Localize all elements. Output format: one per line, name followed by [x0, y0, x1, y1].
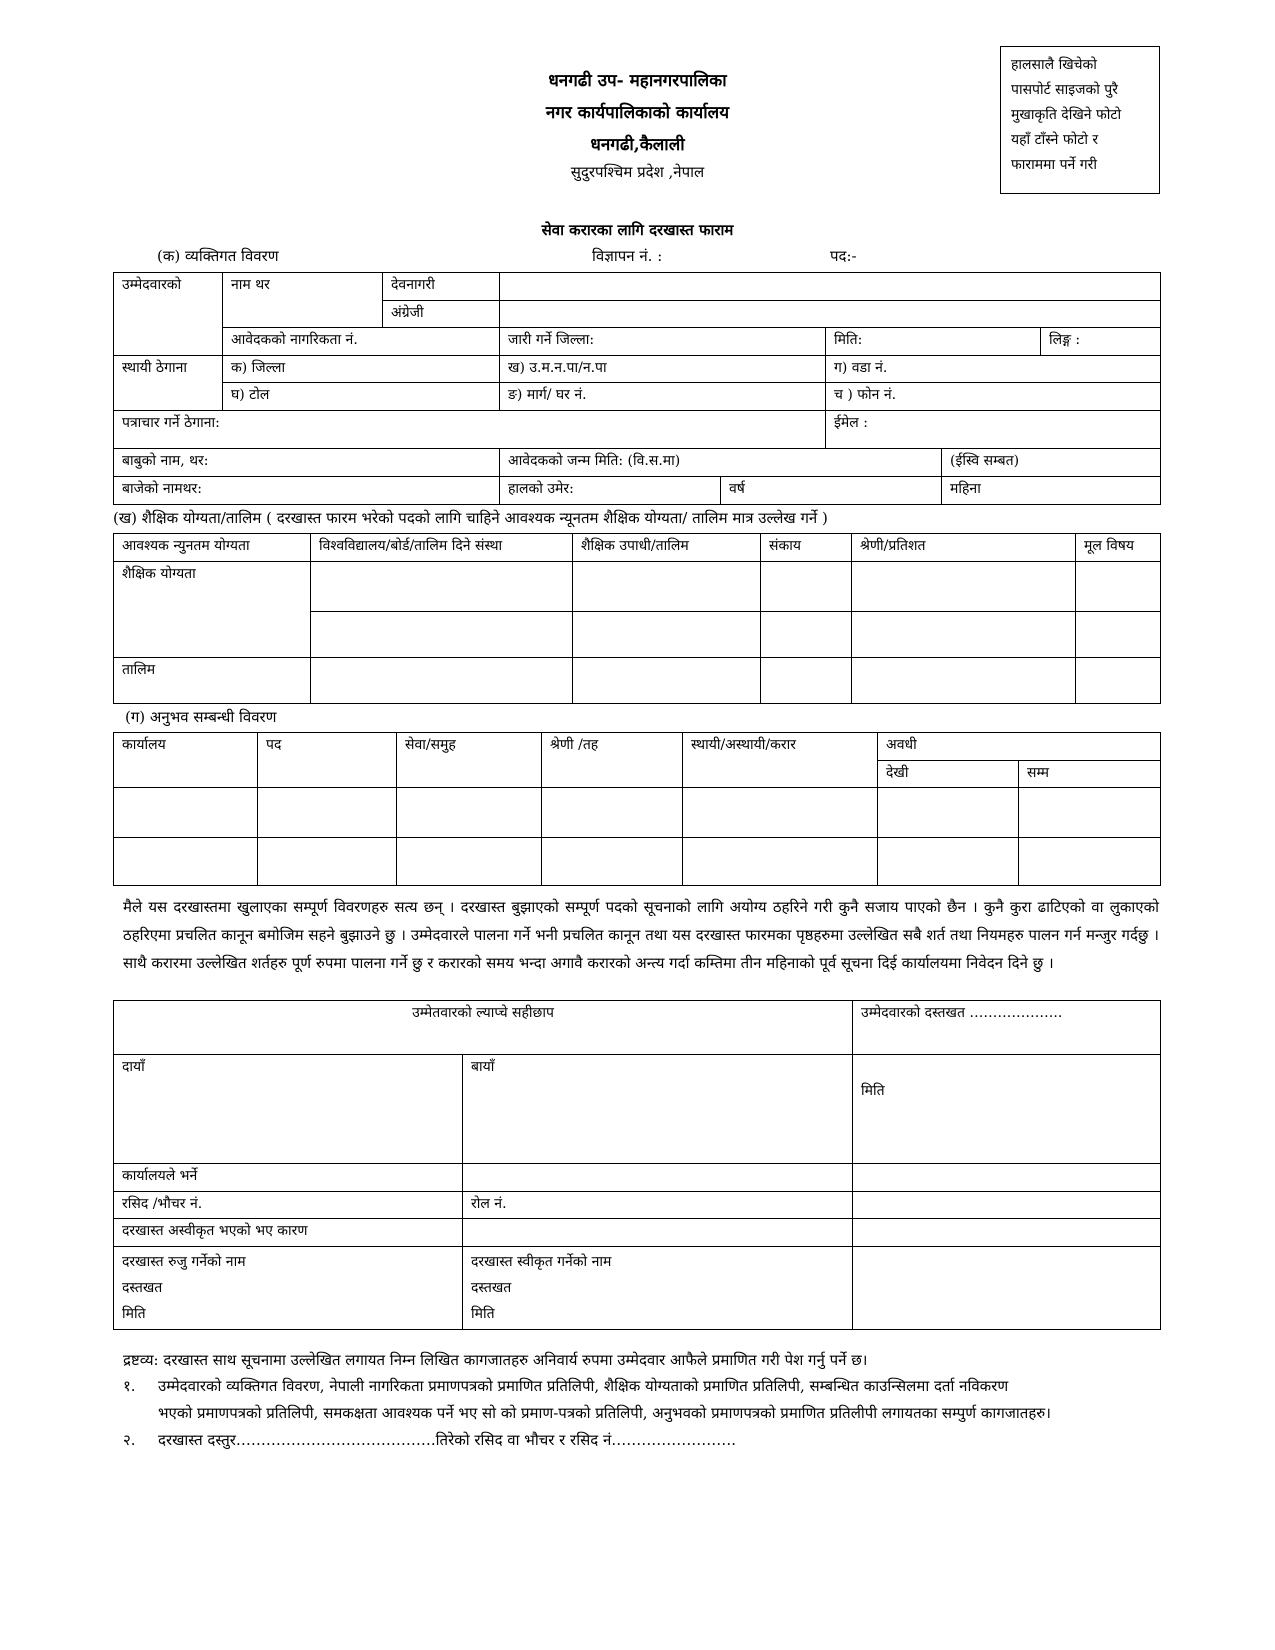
table-cell[interactable] — [542, 838, 683, 886]
table-cell[interactable] — [761, 562, 852, 612]
col-to: सम्म — [1019, 761, 1161, 788]
table-cell[interactable] — [114, 788, 258, 838]
photo-instruction-line: फाराममा पर्ने गरी — [1011, 157, 1097, 173]
post-label: पद:- — [830, 247, 857, 265]
table-cell[interactable] — [878, 788, 1019, 838]
note-2-text: दरखास्त दस्तुर………………………………….तिरेको रसिद वा भौचर र रसिद नं……………………. — [158, 1431, 737, 1449]
table-cell[interactable] — [852, 612, 1076, 658]
verifier-date-label: मिति — [122, 1306, 146, 1322]
col-employment-type: स्थायी/अस्थायी/करार — [683, 733, 878, 788]
declaration-text: मैले यस दरखास्तमा खुलाएका सम्पूर्ण विवरणहरु सत्य छन् । दरखास्त बुझाएको सम्पूर्ण पदको सूचनाको लागि अयोग्य ठहरिने गरी कुनै सजाय पाएको छैन । कुनै कुरा ढाटिएको वा लुकाएको ठहरिएमा प्रचलित कानून बमोजिम सहने बुझाउने छु । उम्मेदवारले पालना गर्ने भनी प्रचलित कानून तथा यस दरखास्त फारमका पृष्ठहरुमा उल्लेखित सबै शर्त तथा नियमहरु पालन गर्न मन्जुर गर्दछु । साथै करारमा उल्लेखित शर्तहरु पूर्ण रुपमा पालना गर्ने छु र करारको समय भन्दा अगावै करारको अन्त्य गर्दा कम्तिमा तीन महिनाको पूर्व सूचना दिई कार्यालयमा निवेदन दिने छु । — [123, 898, 1159, 972]
office-subtitle: नगर कार्यपालिकाको कार्यालय — [545, 103, 730, 123]
table-cell[interactable] — [1076, 562, 1161, 612]
dob-ad-label[interactable]: (ईस्वि सम्बत) — [942, 449, 1161, 477]
signature-table — [113, 1000, 1161, 1330]
note-1-line-2: भएको प्रमाणपत्रको प्रतिलिपी, समकक्षता आवश्यक पर्ने भए सो को प्रमाण-पत्रको प्रतिलिपी, अनुभवको प्रमाणपत्रको प्रमाणित प्रतिलीपी लगायतका सम्पुर्ण कागजातहरु। — [158, 1404, 1051, 1422]
photo-instruction-line: यहाँ टाँस्ने फोटो र — [1011, 132, 1099, 148]
table-cell[interactable] — [114, 838, 258, 886]
approver-block[interactable] — [463, 1247, 853, 1330]
table-cell — [853, 1164, 1161, 1192]
personal-details-table — [113, 272, 1161, 505]
col-major-subject: मूल विषय — [1076, 534, 1161, 562]
gender-label[interactable]: लिङ्ग : — [1041, 328, 1161, 356]
table-cell[interactable] — [397, 838, 542, 886]
grandfather-name-label[interactable]: बाजेको नामथर: — [114, 477, 500, 505]
ad-number-label: विज्ञापन नं. : — [592, 247, 663, 265]
dob-label[interactable]: आवेदकको जन्म मिति: (वि.स.मा) — [500, 449, 942, 477]
table-cell[interactable] — [258, 838, 397, 886]
rejection-reason-label[interactable]: दरखास्त अस्वीकृत भएको भए कारण — [114, 1219, 463, 1247]
col-institution: विश्वविद्यालय/बोर्ड/तालिम दिने संस्था — [311, 534, 573, 562]
table-cell[interactable] — [853, 1247, 1161, 1330]
verifier-sign-label: दस्तखत — [122, 1280, 163, 1296]
section-ga-heading: (ग) अनुभव सम्बन्धी विवरण — [125, 708, 277, 726]
approver-sign-label: दस्तखत — [471, 1280, 512, 1296]
col-degree: शैक्षिक उपाधी/तालिम — [573, 534, 761, 562]
mailing-address-label[interactable]: पत्राचार गर्ने ठेगाना: — [114, 411, 826, 449]
email-label[interactable]: ईमेल : — [826, 411, 1161, 449]
note-1-number: १. — [123, 1377, 136, 1395]
photo-instruction-line: मुखाकृति देखिने फोटो — [1011, 107, 1122, 123]
father-name-label[interactable]: बाबुको नाम, थर: — [114, 449, 500, 477]
col-from: देखी — [878, 761, 1019, 788]
phone-label[interactable]: च ) फोन नं. — [826, 383, 1161, 411]
age-years-label[interactable]: वर्ष — [721, 477, 942, 505]
approver-date-label: मिति — [471, 1306, 495, 1322]
table-cell[interactable] — [258, 788, 397, 838]
table-cell[interactable] — [397, 788, 542, 838]
receipt-label[interactable]: रसिद /भौचर नं. — [114, 1192, 463, 1219]
col-faculty: संकाय — [761, 534, 852, 562]
table-cell[interactable] — [1019, 838, 1161, 886]
ward-label[interactable]: ग) वडा नं. — [826, 356, 1161, 383]
province: सुदुरपश्चिम प्रदेश ,नेपाल — [570, 163, 705, 181]
verifier-block[interactable] — [114, 1247, 463, 1330]
thumbprint-label: उम्मेतवारको ल्याप्चे सहीछाप — [114, 1001, 853, 1055]
note-2-number: २. — [123, 1431, 136, 1449]
photo-instruction-line: हालसालै खिचेको — [1011, 57, 1097, 73]
table-cell[interactable] — [852, 658, 1076, 704]
left-thumb-label[interactable]: बायाँ — [463, 1055, 853, 1164]
col-division: श्रेणी/प्रतिशत — [852, 534, 1076, 562]
training-row-label: तालिम — [114, 658, 311, 704]
table-cell[interactable] — [311, 612, 573, 658]
age-label[interactable]: हालको उमेर: — [500, 477, 721, 505]
issue-date-label[interactable]: मिति: — [826, 328, 1041, 356]
note-1-line-1: उम्मेदवारको व्यक्तिगत विवरण, नेपाली नागरिकता प्रमाणपत्रको प्रमाणित प्रतिलिपी, शैक्षिक योग्यताको प्रमाणित प्रतिलिपी, सम्बन्धित काउन्सिलमा दर्ता नविकरण — [158, 1377, 1009, 1395]
table-cell[interactable] — [878, 838, 1019, 886]
signature-date-label[interactable]: मिति — [853, 1055, 1161, 1164]
english-name-field[interactable] — [500, 301, 1161, 328]
roll-number-label[interactable]: रोल नं. — [463, 1192, 853, 1219]
experience-table — [113, 732, 1161, 886]
col-service-group: सेवा/समुह — [397, 733, 542, 788]
right-thumb-label[interactable]: दायाँ — [114, 1055, 463, 1164]
street-label[interactable]: ङ) मार्ग/ घर नं. — [500, 383, 826, 411]
table-cell[interactable] — [463, 1219, 853, 1247]
col-required-qualification: आवश्यक न्युनतम योग्यता — [114, 534, 311, 562]
photo-box — [1000, 46, 1160, 194]
candidate-signature-label[interactable]: उम्मेदवारको दस्तखत ……………….. — [853, 1001, 1161, 1055]
issued-district-label[interactable]: जारी गर्ने जिल्ला: — [500, 328, 826, 356]
office-location: धनगढी,कैलाली — [590, 135, 685, 155]
notes-intro: द्रष्टव्य: दरखास्त साथ सूचनामा उल्लेखित लगायत निम्न लिखित कागजातहरु अनिवार्य रुपमा उम्मेदवार आफैले प्रमाणित गरी पेश गर्नु पर्ने छ। — [123, 1351, 868, 1369]
section-kha-heading: (ख) शैक्षिक योग्यता/तालिम ( दरखास्त फारम भरेको पदको लागि चाहिने आवश्यक न्यूनतम शैक्षिक योग्यता/ तालिम मात्र उल्लेख गर्ने ) — [113, 509, 828, 527]
permanent-address-label: स्थायी ठेगाना — [114, 356, 223, 411]
table-cell[interactable] — [573, 612, 761, 658]
office-use-label: कार्यालयले भर्ने — [114, 1164, 463, 1192]
table-cell[interactable] — [542, 788, 683, 838]
education-table — [113, 533, 1161, 704]
approver-name-label: दरखास्त स्वीकृत गर्नेको नाम — [471, 1254, 612, 1270]
col-office: कार्यालय — [114, 733, 258, 788]
col-duration: अवधी — [878, 733, 1161, 761]
form-title: सेवा करारका लागि दरखास्त फाराम — [541, 221, 734, 239]
table-cell[interactable] — [683, 838, 878, 886]
table-cell[interactable] — [311, 562, 573, 612]
name-label: नाम थर — [223, 273, 383, 328]
table-cell[interactable] — [853, 1219, 1161, 1247]
col-level: श्रेणी /तह — [542, 733, 683, 788]
citizenship-label[interactable]: आवेदकको नागरिकता नं. — [223, 328, 500, 356]
table-cell[interactable] — [852, 562, 1076, 612]
devanagari-name-field[interactable] — [500, 273, 1161, 301]
district-label[interactable]: क) जिल्ला — [223, 356, 500, 383]
english-label: अंग्रेजी — [383, 301, 500, 328]
table-cell[interactable] — [311, 658, 573, 704]
table-cell[interactable] — [683, 788, 878, 838]
devanagari-label: देवनागरी — [383, 273, 500, 301]
tole-label[interactable]: घ) टोल — [223, 383, 500, 411]
table-cell[interactable] — [573, 562, 761, 612]
col-post: पद — [258, 733, 397, 788]
age-months-label[interactable]: महिना — [942, 477, 1161, 505]
photo-instruction-line: पासपोर्ट साइजको पुरै — [1011, 82, 1118, 98]
table-cell[interactable] — [761, 658, 852, 704]
table-cell[interactable] — [573, 658, 761, 704]
verifier-name-label: दरखास्त रुजु गर्नेको नाम — [122, 1254, 246, 1270]
table-cell — [463, 1164, 853, 1192]
candidate-label: उम्मेदवारको — [114, 273, 223, 356]
table-cell[interactable] — [853, 1192, 1161, 1219]
education-row-label: शैक्षिक योग्यता — [114, 562, 311, 658]
municipality-label[interactable]: ख) उ.म.न.पा/न.पा — [500, 356, 826, 383]
table-cell[interactable] — [1076, 612, 1161, 658]
section-ka-heading: (क) व्यक्तिगत विवरण — [157, 247, 279, 265]
office-name: धनगढी उप- महानगरपालिका — [548, 71, 727, 91]
table-cell[interactable] — [761, 612, 852, 658]
table-cell[interactable] — [1076, 658, 1161, 704]
table-cell[interactable] — [1019, 788, 1161, 838]
